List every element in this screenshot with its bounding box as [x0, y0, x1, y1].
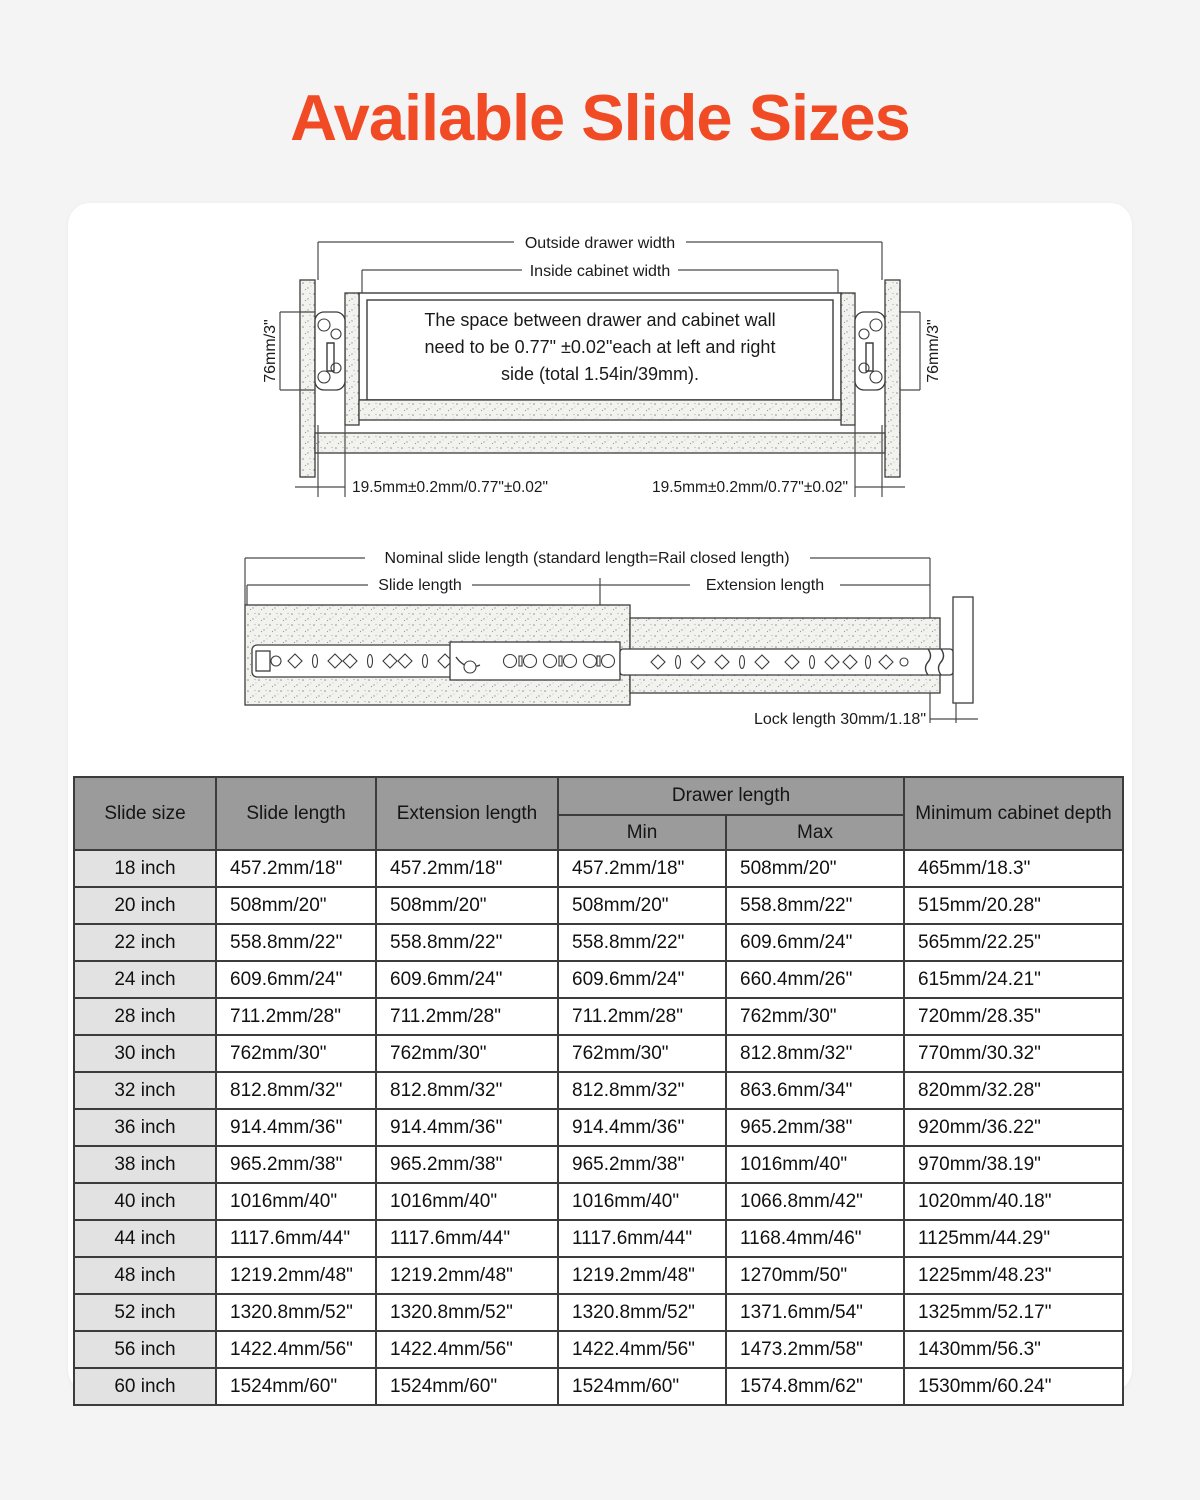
header-extension-length: Extension length — [376, 777, 558, 850]
table-cell: 1473.2mm/58" — [726, 1331, 904, 1368]
table-cell: 615mm/24.21" — [904, 961, 1123, 998]
header-max: Max — [726, 815, 904, 850]
table-cell: 558.8mm/22" — [216, 924, 376, 961]
content-card — [68, 203, 1132, 1397]
slide-size-cell: 30 inch — [74, 1035, 216, 1072]
clearance-label-right: 19.5mm±0.2mm/0.77"±0.02" — [651, 479, 848, 496]
slide-height-label-left: 76mm/3" — [262, 319, 279, 383]
table-cell: 970mm/38.19" — [904, 1146, 1123, 1183]
table-row — [74, 1294, 1123, 1331]
table-row — [74, 1257, 1123, 1294]
table-cell: 1430mm/56.3" — [904, 1331, 1123, 1368]
table-cell: 965.2mm/38" — [376, 1146, 558, 1183]
table-cell: 457.2mm/18" — [216, 850, 376, 887]
table-cell: 965.2mm/38" — [216, 1146, 376, 1183]
slide-size-table — [73, 776, 1124, 1406]
table-cell: 1524mm/60" — [558, 1368, 726, 1405]
table-cell: 558.8mm/22" — [376, 924, 558, 961]
note-line-3: side (total 1.54in/39mm). — [500, 364, 700, 384]
table-row — [74, 998, 1123, 1035]
table-cell: 558.8mm/22" — [558, 924, 726, 961]
header-slide-size: Slide size — [74, 777, 216, 850]
slide-size-cell: 28 inch — [74, 998, 216, 1035]
table-cell: 1371.6mm/54" — [726, 1294, 904, 1331]
table-cell: 1016mm/40" — [726, 1146, 904, 1183]
slide-cross-section-right — [855, 312, 885, 390]
table-cell: 965.2mm/38" — [726, 1109, 904, 1146]
table-cell: 914.4mm/36" — [216, 1109, 376, 1146]
slide-length-diagram — [70, 545, 1130, 760]
outside-drawer-width-label: Outside drawer width — [524, 235, 676, 252]
table-row — [74, 961, 1123, 998]
table-cell: 1320.8mm/52" — [376, 1294, 558, 1331]
inside-cabinet-width-label: Inside cabinet width — [529, 263, 671, 280]
table-cell: 1422.4mm/56" — [376, 1331, 558, 1368]
clearance-note — [424, 310, 775, 384]
table-cell: 565mm/22.25" — [904, 924, 1123, 961]
page-title: Available Slide Sizes — [290, 81, 910, 154]
table-cell: 720mm/28.35" — [904, 998, 1123, 1035]
cabinet-wall-left — [300, 280, 315, 477]
header-slide-length: Slide length — [216, 777, 376, 850]
slide-height-label-right: 76mm/3" — [925, 319, 942, 383]
table-cell: 1422.4mm/56" — [558, 1331, 726, 1368]
table-cell: 1016mm/40" — [558, 1183, 726, 1220]
table-cell: 1117.6mm/44" — [216, 1220, 376, 1257]
drawer-wall-left — [345, 293, 359, 425]
table-cell: 1524mm/60" — [216, 1368, 376, 1405]
table-cell: 508mm/20" — [376, 887, 558, 924]
table-cell: 1325mm/52.17" — [904, 1294, 1123, 1331]
header-drawer-length: Drawer length — [558, 777, 904, 815]
mounting-bracket — [256, 651, 270, 671]
slide-size-cell: 38 inch — [74, 1146, 216, 1183]
table-cell: 1219.2mm/48" — [558, 1257, 726, 1294]
slide-size-cell: 36 inch — [74, 1109, 216, 1146]
table-cell: 1270mm/50" — [726, 1257, 904, 1294]
table-row — [74, 1146, 1123, 1183]
table-cell: 711.2mm/28" — [558, 998, 726, 1035]
table-row — [74, 850, 1123, 887]
table-cell: 812.8mm/32" — [726, 1035, 904, 1072]
table-cell: 762mm/30" — [558, 1035, 726, 1072]
table-cell: 1219.2mm/48" — [216, 1257, 376, 1294]
table-row — [74, 1035, 1123, 1072]
slide-length-label: Slide length — [378, 577, 462, 594]
slide-size-cell: 22 inch — [74, 924, 216, 961]
table-cell: 558.8mm/22" — [726, 887, 904, 924]
slide-size-cell: 20 inch — [74, 887, 216, 924]
table-row — [74, 924, 1123, 961]
table-cell: 711.2mm/28" — [376, 998, 558, 1035]
table-cell: 1524mm/60" — [376, 1368, 558, 1405]
slide-height-dimension-right — [900, 312, 942, 390]
table-cell: 508mm/20" — [558, 887, 726, 924]
table-cell: 508mm/20" — [726, 850, 904, 887]
table-row — [74, 1220, 1123, 1257]
table-header — [74, 777, 1123, 850]
drawer-bottom-board — [359, 400, 841, 420]
table-cell: 1066.8mm/42" — [726, 1183, 904, 1220]
table-cell: 711.2mm/28" — [216, 998, 376, 1035]
table-cell: 1168.4mm/46" — [726, 1220, 904, 1257]
table-cell: 1117.6mm/44" — [558, 1220, 726, 1257]
table-cell: 812.8mm/32" — [558, 1072, 726, 1109]
slide-size-cell: 52 inch — [74, 1294, 216, 1331]
table-cell: 1422.4mm/56" — [216, 1331, 376, 1368]
extension-length-dimension — [600, 577, 930, 594]
table-cell: 609.6mm/24" — [726, 924, 904, 961]
table-cell: 1020mm/40.18" — [904, 1183, 1123, 1220]
table-cell: 457.2mm/18" — [376, 850, 558, 887]
slide-size-cell: 48 inch — [74, 1257, 216, 1294]
table-cell: 508mm/20" — [216, 887, 376, 924]
table-cell: 820mm/32.28" — [904, 1072, 1123, 1109]
drawer-width-diagram — [70, 225, 1130, 525]
header-min-cabinet-depth: Minimum cabinet depth — [904, 777, 1123, 850]
table-cell: 515mm/20.28" — [904, 887, 1123, 924]
table-cell: 1117.6mm/44" — [376, 1220, 558, 1257]
table-cell: 812.8mm/32" — [376, 1072, 558, 1109]
table-cell: 914.4mm/36" — [376, 1109, 558, 1146]
table-row — [74, 1331, 1123, 1368]
extension-length-label: Extension length — [705, 577, 825, 594]
table-cell: 762mm/30" — [726, 998, 904, 1035]
clearance-label-left: 19.5mm±0.2mm/0.77"±0.02" — [352, 479, 549, 496]
table-cell: 609.6mm/24" — [216, 961, 376, 998]
table-cell: 1016mm/40" — [376, 1183, 558, 1220]
table-row — [74, 1072, 1123, 1109]
table-cell: 1574.8mm/62" — [726, 1368, 904, 1405]
slide-size-cell: 24 inch — [74, 961, 216, 998]
table-cell: 660.4mm/26" — [726, 961, 904, 998]
table-cell: 457.2mm/18" — [558, 850, 726, 887]
table-cell: 914.4mm/36" — [558, 1109, 726, 1146]
cabinet-bottom-board — [315, 433, 885, 453]
drawer-wall-right — [841, 293, 855, 425]
note-line-1: The space between drawer and cabinet wall — [424, 310, 776, 330]
table-cell: 812.8mm/32" — [216, 1072, 376, 1109]
table-cell: 863.6mm/34" — [726, 1072, 904, 1109]
table-row — [74, 1109, 1123, 1146]
slide-size-cell: 44 inch — [74, 1220, 216, 1257]
inside-cabinet-width-dimension — [362, 263, 838, 293]
table-cell: 609.6mm/24" — [558, 961, 726, 998]
slide-size-cell: 32 inch — [74, 1072, 216, 1109]
table-row — [74, 1368, 1123, 1405]
table-cell: 1016mm/40" — [216, 1183, 376, 1220]
table-body — [74, 850, 1123, 1405]
table-cell: 762mm/30" — [216, 1035, 376, 1072]
table-cell: 762mm/30" — [376, 1035, 558, 1072]
table-cell: 1219.2mm/48" — [376, 1257, 558, 1294]
lock-length-label: Lock length 30mm/1.18" — [754, 711, 926, 728]
cabinet-wall-right — [885, 280, 900, 477]
table-row — [74, 1183, 1123, 1220]
front-panel — [953, 597, 973, 703]
table-cell: 1225mm/48.23" — [904, 1257, 1123, 1294]
table-cell: 1320.8mm/52" — [216, 1294, 376, 1331]
table-cell: 920mm/36.22" — [904, 1109, 1123, 1146]
lock-length-dimension — [754, 703, 978, 728]
table-cell: 609.6mm/24" — [376, 961, 558, 998]
header-min: Min — [558, 815, 726, 850]
nominal-length-label: Nominal slide length (standard length=Rail closed length) — [384, 550, 790, 567]
slide-cross-section-left — [315, 312, 345, 390]
table-cell: 1125mm/44.29" — [904, 1220, 1123, 1257]
table-cell: 770mm/30.32" — [904, 1035, 1123, 1072]
table-cell: 465mm/18.3" — [904, 850, 1123, 887]
slide-size-cell: 56 inch — [74, 1331, 216, 1368]
slide-size-cell: 18 inch — [74, 850, 216, 887]
note-line-2: need to be 0.77" ±0.02"each at left and right — [424, 337, 776, 357]
table-cell: 1530mm/60.24" — [904, 1368, 1123, 1405]
table-row — [74, 887, 1123, 924]
slide-size-cell: 60 inch — [74, 1368, 216, 1405]
slide-size-cell: 40 inch — [74, 1183, 216, 1220]
table-cell: 1320.8mm/52" — [558, 1294, 726, 1331]
table-cell: 965.2mm/38" — [558, 1146, 726, 1183]
